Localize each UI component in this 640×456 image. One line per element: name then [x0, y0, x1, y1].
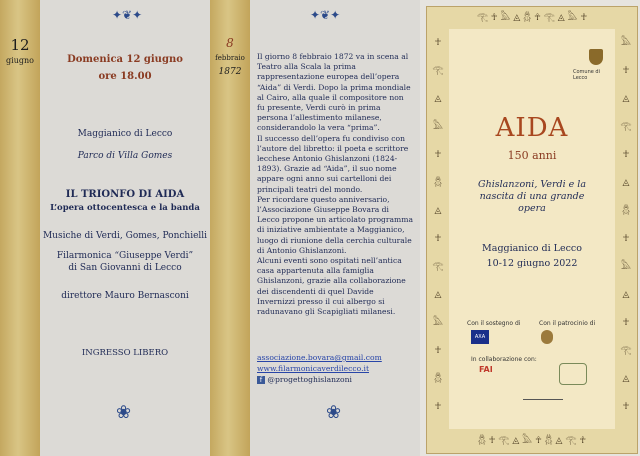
fai-logo: FAI — [479, 365, 493, 374]
history-date-year: 1872 — [218, 67, 242, 77]
facebook-icon: f — [257, 376, 265, 384]
event-music: Musiche di Verdi, Gomes, Ponchielli — [42, 231, 208, 241]
fleur-ornament-icon: ✦❦✦ — [310, 8, 341, 22]
comune-label: Comune di Lecco — [573, 69, 600, 81]
history-text — [257, 52, 413, 317]
email-link[interactable]: associazione.bovara@gmail.com — [257, 353, 382, 362]
history-paragraph: Il giorno 8 febbraio 1872 va in scena al Teatro alla Scala la prima rappresentazione europea dell’opera “Aida” di Verdi. Dopo la prima mondiale al Cairo, alla quale il compositore non fu presente, Verdi curò in prima persona l’allestimento milanese, considerandolo la vera “prima”. — [257, 52, 411, 133]
poster-place: Maggianico di Lecco — [482, 243, 582, 254]
aida-poster — [426, 6, 638, 454]
panel-date-middle — [210, 0, 250, 456]
partner-logo — [559, 363, 587, 385]
history-paragraph: Il successo dell’opera fu condiviso con l’autore del libretto: il poeta e scrittore lecchese Antonio Ghislanzoni (1824-1893). Grazie ad “Aida”, il suo nome appare ogni anno sui cartelloni dei principali teatri del mondo. — [257, 133, 409, 194]
fan-ornament-icon: ❀ — [326, 402, 342, 423]
event-place: Maggianico di Lecco — [77, 129, 173, 139]
poster-anniversary: 150 anni — [507, 149, 557, 162]
panel-date-left — [0, 0, 40, 456]
website-link[interactable]: www.filarmonicaverdilecco.it — [257, 364, 369, 373]
entry-label: INGRESSO LIBERO — [81, 348, 169, 358]
hieroglyph-border-right: 𓅓 ☥ ◬ 𓂀 ☥ ◬ 𓆣 ☥ 𓅓 ◬ ☥ 𓂀 ◬ ☥ — [615, 29, 637, 429]
support-label: Con il sostegno di — [467, 320, 521, 327]
fan-ornament-icon: ❀ — [116, 402, 132, 423]
poster-dates: 10-12 giugno 2022 — [486, 258, 578, 269]
poster-inner — [449, 29, 615, 429]
history-paragraph: Per ricordare questo anniversario, l’Associazione Giuseppe Bovara di Lecco propone un articolato programma di iniziative ambientate a Maggianico, luogo di riunione della cerchia culturale di Antonio Ghislanzoni. — [257, 194, 413, 255]
hieroglyph-border-top: 𓂀 ☥ 𓅓 ◬ 𓆣 ☥ 𓂀 ◬ 𓅓 ☥ — [427, 7, 637, 29]
event-time: ore 18.00 — [98, 71, 152, 82]
event-venue: Parco di Villa Gomes — [77, 151, 173, 161]
panel-event — [40, 0, 210, 456]
history-date-month: febbraio — [215, 54, 245, 62]
orchestra-line2: di San Giovanni di Lecco — [68, 263, 182, 273]
hieroglyph-border-bottom: 𓆣 ☥ 𓂀 ◬ 𓅓 ☥ 𓆣 ◬ 𓂀 ☥ — [427, 429, 637, 453]
date-day: 12 — [10, 36, 30, 54]
patronage-label: Con il patrocinio di — [539, 320, 596, 327]
poster-title: AIDA — [495, 113, 569, 143]
comune-crest-icon — [589, 49, 603, 65]
event-title: IL TRIONFO DI AIDA — [65, 189, 185, 200]
patronage-logo — [541, 330, 553, 344]
poster-tagline: Ghislanzoni, Verdi e la nascita di una grande opera — [478, 179, 586, 214]
axa-logo: AXA — [471, 330, 489, 344]
social-handle: @progettoghislanzoni — [267, 375, 352, 384]
collab-label: In collaborazione con: — [471, 356, 537, 363]
event-director: direttore Mauro Bernasconi — [61, 291, 189, 301]
event-date: Domenica 12 giugno — [67, 54, 183, 65]
hieroglyph-border-left: ☥ 𓂀 ◬ 𓅓 ☥ 𓆣 ◬ ☥ 𓂀 ◬ 𓅓 ☥ 𓆣 ☥ — [427, 29, 449, 429]
date-month: giugno — [6, 56, 34, 65]
fleur-ornament-icon: ✦❦✦ — [112, 8, 143, 22]
signature-image — [523, 389, 563, 400]
event-subtitle: L’opera ottocentesca e la banda — [50, 203, 200, 213]
social-row[interactable] — [257, 374, 382, 385]
history-paragraph: Alcuni eventi sono ospitati nell’antica casa appartenuta alla famiglia Ghislanzoni, grazie alla collaborazione dei discendenti di quel Davide Invernizzi presso il cui albergo si radunavano gli Scapigliati milanesi. — [257, 256, 406, 317]
history-date-day: 8 — [226, 36, 234, 50]
orchestra-line1: Filarmonica “Giuseppe Verdi” — [56, 251, 194, 261]
